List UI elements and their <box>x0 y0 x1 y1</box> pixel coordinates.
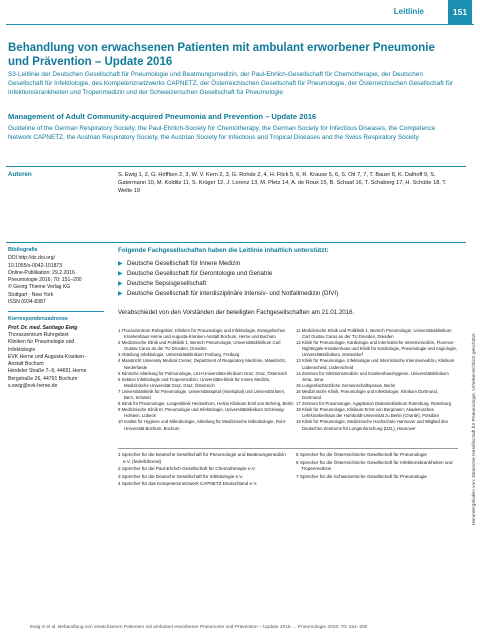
affiliation: 19 Klinik für Pneumologie, Medizinische Hochschule Hannover und Mitglied des Deutschen Zentrums für Lungenforschung (DZL), Hannover <box>296 419 448 431</box>
authors-rule <box>6 166 466 167</box>
supporting-societies-heading: Folgende Fachgesellschaften haben die Leitlinie inhaltlich unterstützt: <box>118 247 329 254</box>
section-label: Leitlinie <box>393 7 424 16</box>
correspondence-line: Kliniken für Pneumologie und <box>8 339 75 346</box>
bib-online-date: Online-Publikation: 29.2.2016 <box>8 269 75 276</box>
affiliation: 18 Klinik für Pneumologie, Klinikum Ernst von Bergmann; Akademisches Lehrkrankenhaus der Humboldt-Universität zu Berlin (Charité), Potsdam <box>296 407 440 419</box>
article-title: Behandlung von erwachsenen Patienten mit ambulant erworbener Pneumonie und Prävention – Update 2016 <box>8 42 435 68</box>
correspondence-line: Bergstraße 26, 44791 Bochum <box>8 375 78 382</box>
affiliations-left <box>118 328 294 432</box>
affiliation: 2 Medizinische Klinik und Poliklinik 1, Bereich Pneumologie, Universitätsklinikum Carl Gustav Carus an der TU Dresden, Dresden <box>118 340 281 352</box>
list-item: ▶ Deutsche Gesellschaft für Innere Medizin <box>118 260 241 267</box>
side-margin <box>464 225 477 525</box>
page-footer-citation: Ewig S et al. Behandlung von erwachsenen Patienten mit ambulant erworbener Pneumonie und Prävention – Update 2016 … Pneumologie 2016; 70: 151–200 <box>30 625 368 630</box>
page-number: 151 <box>448 0 472 24</box>
correspondence-email[interactable]: s.ewig@evk-herne.de <box>8 383 58 390</box>
body-rule <box>6 242 466 243</box>
download-notice: Heruntergeladen von: Deutsche Gesellschaft für Pneumologie. Urheberrechtlich geschützt. <box>472 332 477 525</box>
authors-label: Autoren <box>8 171 32 178</box>
footnote: 6 Sprecher für die Österreichische Gesellschaft für Infektionskrankheiten und Tropenmedizin <box>296 459 453 472</box>
footnote: 4 Sprecher für das Kompetenznetzwerk CAPNETZ Deutschland e.V. <box>118 481 258 487</box>
correspondence-line: Thoraxzentrum Ruhrgebiet <box>8 331 69 338</box>
affiliation: 5 Klinische Abteilung für Pulmonologie, LKH-Universitäts-klinikum Graz, Graz, Österreich <box>118 370 288 376</box>
article-subtitle-english: Guideline of the German Respiratory Society, the Paul-Ehrlich-Society for Chemotherapy, the German Society for Infectious Diseases, the Competence Network CAPNETZ, the Austrian Respiratory Society, the Austrian Society for Infectious and Tropical Diseases and the Swiss Respiratory Society <box>8 125 436 141</box>
bibliography-heading: Bibliografie <box>8 247 38 253</box>
correspondence-line: EVK Herne und Augusta-Kranken- <box>8 353 86 360</box>
article-subtitle: S3-Leitlinie der Deutschen Gesellschaft für Pneumologie und Beatmungsmedizin, der Paul-Ehrlich-Gesellschaft für Chemotherapie, der Deutschen Gesellschaft für Infektiologie, des Kompetenznetzwerks CAPNETZ, der Österreichischen Gesellschaft für Pneumologie, der Österreichischen Gesellschaft für Infektionskrankheiten und Tropenmedizin und der Schweizerischen Gesellschaft für Pneumologie <box>8 71 454 96</box>
list-item: ▶ Deutsche Gesellschaft für Gerontologie und Geriatrie <box>118 270 273 277</box>
article-title-english: Management of Adult Community-acquired Pneumonia and Prevention – Update 2016 <box>8 112 317 121</box>
triangle-bullet-icon: ▶ <box>118 290 123 297</box>
triangle-bullet-icon: ▶ <box>118 280 123 287</box>
affiliation: 1 Thoraxzentrum Ruhrgebiet, Kliniken für Pneumologie und Infektiologie, Evangelisches Krankenhaus Herne und Augusta-Kranken-Anstalt Bochum, Herne und Bochum <box>118 328 286 340</box>
list-item: ▶ Deutsche Gesellschaft für interdisziplinäre Intensiv- und Notfallmedizin (DIVI) <box>118 290 339 297</box>
header-rule <box>6 24 474 25</box>
correspondence-name: Prof. Dr. med. Santiago Ewig <box>8 324 78 331</box>
correspondence-line: Hordeler Straße 7–9, 44651 Herne <box>8 368 87 375</box>
correspondence-line: Anstalt Bochum <box>8 361 44 368</box>
bib-doi[interactable]: DOI http://dx.doi.org/ <box>8 255 55 262</box>
affiliation: 3 Abteilung Infektiologie, Universitätsklinikum Freiburg, Freiburg <box>118 352 240 358</box>
bib-citation: Pneumologie 2016; 70: 151–200 <box>8 277 82 284</box>
footnote: 3 Sprecher für die Deutsche Gesellschaft für Infektiologie e.V. <box>118 473 244 479</box>
triangle-bullet-icon: ▶ <box>118 260 123 267</box>
affiliation: 16 Medizinische Klinik, Pneumologie und Infektiologie, Klinikum Dortmund, Dortmund <box>296 388 439 401</box>
author-list: S. Ewig 1, 2, G. Höffken 2, 3, W. V. Kern 2, 3, G. Rohde 2, 4, H. Flick 5, 6, R. Krause 5, 6, S. Ott 7, 7, T. Bauer 8, K. Dalhoff 9, S. Gatermann 10, M. Kolditz 11, S. Krüger 12, J. Lorenz 13, M. Pletz 14, A. de Roux 15, B. Schaaf 16, T. Schaberg 17, H. Schütte 18, T. Welte 19 <box>118 172 447 194</box>
footnote-rule <box>118 448 458 449</box>
affiliation: 14 Zentrum für Infektionsmedizin und Krankenhaushygiene, Universitätsklinikum Jena, Jena <box>296 370 449 382</box>
affiliations-right <box>296 328 458 432</box>
footnotes-left <box>118 452 294 489</box>
affiliation: 9 Medizinische Klinik III, Pneumologie und Infektiologie, Universitätsklinikum Schleswig-Holstein, Lübeck <box>118 407 285 419</box>
bib-issn: ISSN 0934-8387 <box>8 299 46 306</box>
footnote: 5 Sprecher für die Österreichische Gesellschaft für Pneumologie <box>296 452 427 457</box>
affiliation: 12 Klinik für Pneumologie, Kardiologie und Internistische Intensivmedizin, Florence-Nightingale-Krankenhaus und Klinik für Kardiologie, Pneumologie und Angiologie, Universitätsklinikum, Düsseldorf <box>296 340 458 358</box>
bibliography-column <box>8 247 104 390</box>
affiliation: 4 Maastricht University Medical Center, Department of Respiratory Medicine, Maastricht, Niederlande <box>118 358 286 370</box>
footnotes-right <box>296 452 458 481</box>
affiliation: 10 Institut für Hygiene und Mikrobiologie, Abteilung für Medizinische Mikrobiologie, Ruhr-Universität Bochum, Bochum <box>118 419 287 431</box>
affiliation: 11 Medizinische Klinik und Poliklinik 1, Bereich Pneumologie, Universitätsklinikum Carl Gustav Carus an der TU Dresden, Dresden <box>296 328 452 340</box>
correspondence-line: Infektiologie <box>8 346 36 353</box>
page-header <box>0 0 480 24</box>
footnote: 2 Sprecher für die Paul-Ehrlich-Gesellschaft für Chemotherapie e.V. <box>118 466 256 472</box>
bib-doi-number: 10.1055/s-0042-101873 <box>8 262 63 269</box>
affiliation: 17 Zentrum für Pneumologie, Agaplesion Diakonieklinikum Rotenburg, Rotenburg <box>296 401 452 407</box>
affiliation: 13 Klinik für Pneumologie, Infektiologie und Internistische Intensivmedizin, Klinikum Lüdenscheid, Lüdenscheid <box>296 358 455 370</box>
correspondence-heading: Korrespondenzadresse <box>8 316 68 323</box>
bibliography-separator <box>8 311 104 312</box>
list-item: ▶ Deutsche Sepsisgesellschaft <box>118 280 207 287</box>
bib-city: Stuttgart · New York <box>8 291 54 298</box>
affiliation: 7 Universitätsklinik für Pneumologie, Universitätsspital (Inselspital) und Universität Bern, Bern, Schweiz <box>118 388 286 401</box>
footnote: 1 Sprecher für die Deutsche Gesellschaft für Pneumologie und Beatmungsmedizin e.V. (federführend) <box>118 452 286 464</box>
affiliation: 8 Klinik für Pneumologie, Lungenklinik Heckeshorn, Helios Klinikum Emil von Behring, Berlin <box>118 401 294 407</box>
footnote: 7 Sprecher für die Schweizerische Gesellschaft für Pneumologie <box>296 473 427 479</box>
triangle-bullet-icon: ▶ <box>118 270 123 277</box>
affiliation: 6 Sektion Infektiologie und Tropenmedizin, Universitäts-klinik für Innere Medizin, Medizinische Universität Graz, Graz, Österreich <box>118 376 271 388</box>
affiliation: 15 Lungenfachärztliche Gemeinschaftspraxis, Berlin <box>296 382 396 388</box>
adoption-note: Verabschiedet von den Vorständen der beteiligten Fachgesellschaften am 21.01.2016. <box>118 309 355 316</box>
supporting-societies-list <box>118 259 458 299</box>
bib-publisher: © Georg Thieme Verlag KG <box>8 284 71 291</box>
